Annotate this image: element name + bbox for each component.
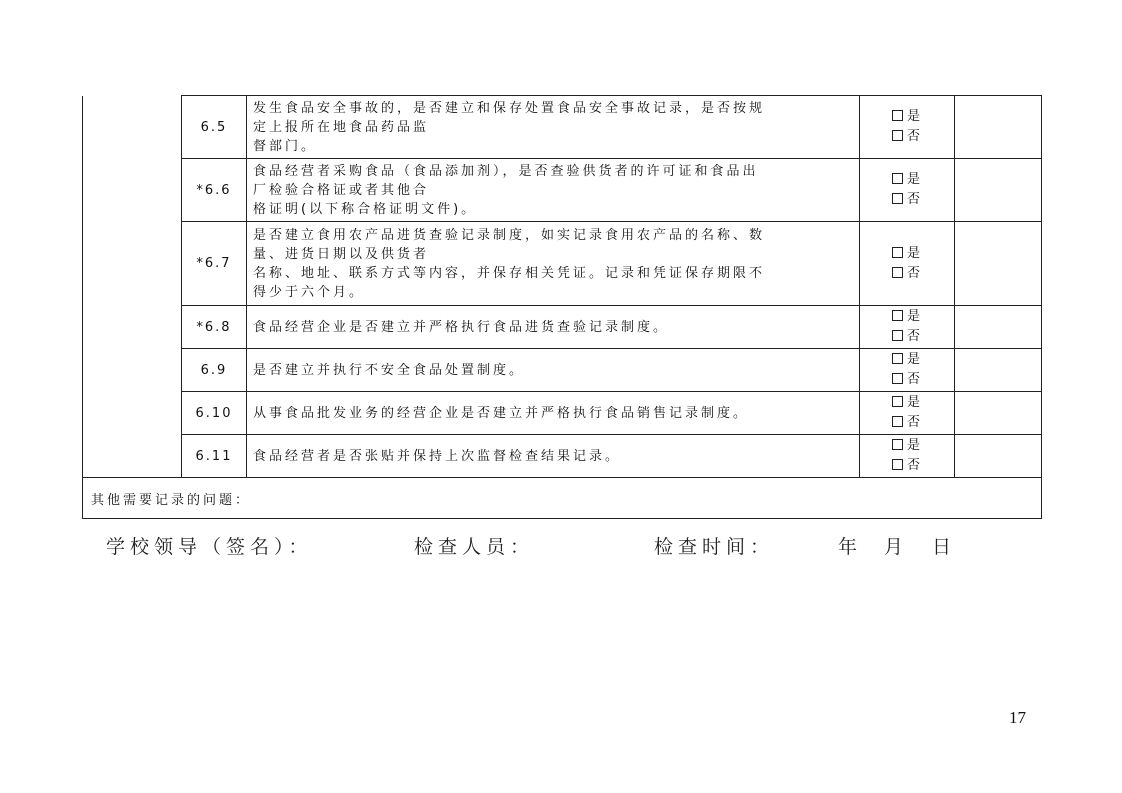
item-text: 食品经营者是否张贴并保持上次监督检查结果记录。 — [247, 435, 860, 478]
table-row — [83, 222, 1042, 306]
item-number: 6.9 — [182, 349, 247, 392]
remark-cell[interactable] — [955, 306, 1042, 349]
table-row — [83, 159, 1042, 222]
yes-no-options — [860, 306, 955, 349]
checkbox-icon[interactable] — [892, 416, 903, 427]
item-number: *6.8 — [182, 306, 247, 349]
checkbox-icon[interactable] — [892, 130, 903, 141]
item-text: 发生食品安全事故的，是否建立和保存处置食品安全事故记录，是否按规 定上报所在地食品药品监 督部门。 — [247, 96, 860, 159]
inspector-label: 检查人员： — [414, 536, 535, 558]
remark-cell[interactable] — [955, 222, 1042, 306]
category-cell — [83, 96, 182, 478]
item-number: 6.11 — [182, 435, 247, 478]
remark-cell[interactable] — [955, 349, 1042, 392]
inspection-time-label: 检查时间： — [654, 536, 775, 558]
no-option[interactable]: 否 — [860, 127, 954, 147]
checkbox-icon[interactable] — [892, 439, 903, 450]
other-issues-row — [83, 478, 1042, 519]
yes-option[interactable]: 是 — [860, 393, 954, 413]
no-option[interactable]: 否 — [860, 264, 954, 284]
yes-no-options — [860, 96, 955, 159]
yes-no-options — [860, 392, 955, 435]
no-option[interactable]: 否 — [860, 370, 954, 390]
item-text: 食品经营者采购食品（食品添加剂），是否查验供货者的许可证和食品出 厂检验合格证或者其他合 格证明(以下称合格证明文件)。 — [247, 159, 860, 222]
item-number: *6.6 — [182, 159, 247, 222]
checkbox-icon[interactable] — [892, 330, 903, 341]
month-label: 月 — [884, 536, 909, 558]
item-text: 是否建立并执行不安全食品处置制度。 — [247, 349, 860, 392]
no-option[interactable]: 否 — [860, 190, 954, 210]
item-number: 6.5 — [182, 96, 247, 159]
yes-option[interactable]: 是 — [860, 436, 954, 456]
item-text: 食品经营企业是否建立并严格执行食品进货查验记录制度。 — [247, 306, 860, 349]
checkbox-icon[interactable] — [892, 193, 903, 204]
day-label: 日 — [932, 536, 957, 558]
yes-option[interactable]: 是 — [860, 350, 954, 370]
checkbox-icon[interactable] — [892, 373, 903, 384]
yes-no-options — [860, 349, 955, 392]
yes-no-options — [860, 159, 955, 222]
item-text: 是否建立食用农产品进货查验记录制度，如实记录食用农产品的名称、数 量、进货日期以及供货者 名称、地址、联系方式等内容，并保存相关凭证。记录和凭证保存期限不 得少于六个月。 — [247, 222, 860, 306]
checkbox-icon[interactable] — [892, 173, 903, 184]
checkbox-icon[interactable] — [892, 267, 903, 278]
item-number: *6.7 — [182, 222, 247, 306]
checkbox-icon[interactable] — [892, 310, 903, 321]
remark-cell[interactable] — [955, 392, 1042, 435]
page-number: 17 — [1009, 708, 1026, 727]
table-row — [83, 306, 1042, 349]
table-row — [83, 435, 1042, 478]
yes-option[interactable]: 是 — [860, 307, 954, 327]
yes-option[interactable]: 是 — [860, 244, 954, 264]
table-row — [83, 349, 1042, 392]
yes-no-options — [860, 435, 955, 478]
yes-no-options — [860, 222, 955, 306]
remark-cell[interactable] — [955, 96, 1042, 159]
no-option[interactable]: 否 — [860, 327, 954, 347]
leader-signature-label: 学校领导（签名）： — [106, 536, 313, 558]
checkbox-icon[interactable] — [892, 396, 903, 407]
checkbox-icon[interactable] — [892, 353, 903, 364]
checkbox-icon[interactable] — [892, 110, 903, 121]
other-issues-field[interactable] — [83, 478, 1042, 519]
yes-option[interactable]: 是 — [860, 107, 954, 127]
year-label: 年 — [838, 536, 863, 558]
remark-cell[interactable] — [955, 435, 1042, 478]
table-row — [83, 392, 1042, 435]
no-option[interactable]: 否 — [860, 456, 954, 476]
remark-cell[interactable] — [955, 159, 1042, 222]
checkbox-icon[interactable] — [892, 247, 903, 258]
item-text: 从事食品批发业务的经营企业是否建立并严格执行食品销售记录制度。 — [247, 392, 860, 435]
item-number: 6.10 — [182, 392, 247, 435]
table-row — [83, 96, 1042, 159]
inspection-table — [82, 95, 1042, 519]
other-issues-label: 其他需要记录的问题： — [91, 492, 252, 508]
yes-option[interactable]: 是 — [860, 170, 954, 190]
no-option[interactable]: 否 — [860, 413, 954, 433]
checkbox-icon[interactable] — [892, 459, 903, 470]
